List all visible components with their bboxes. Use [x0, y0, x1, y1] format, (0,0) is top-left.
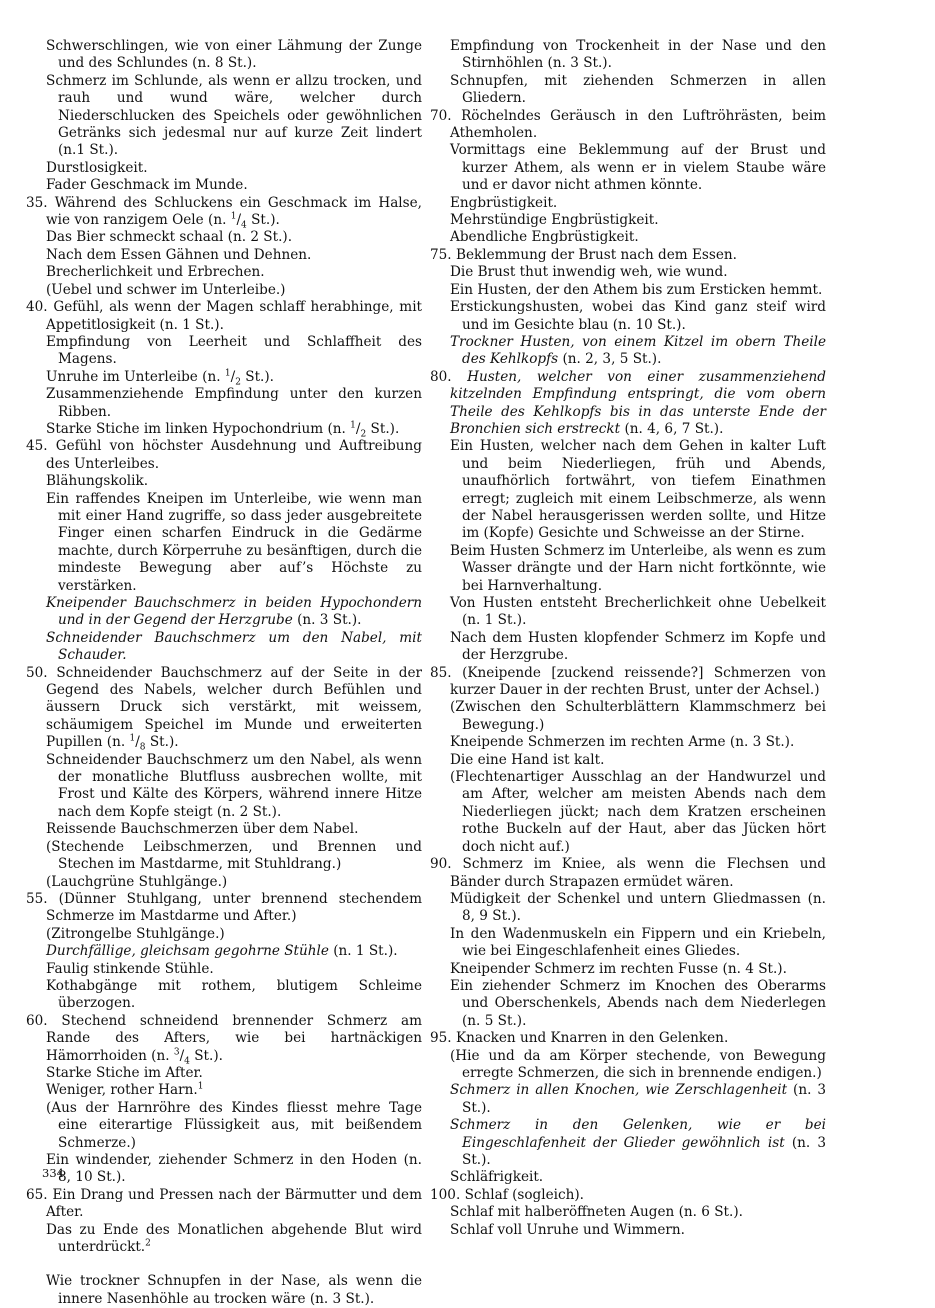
symptom-entry [446, 734, 826, 751]
symptom-entry [446, 595, 826, 630]
symptom-entry [446, 630, 826, 665]
entry-text: In den Wadenmuskeln ein Fippern und ein Kriebeln, wie bei Eingeschlafenheit eines Gliedes. [450, 925, 826, 960]
entry-text: (Zitrongelbe Stuhlgänge.) [46, 925, 225, 942]
symptom-entry [26, 438, 422, 473]
entry-text: Ein Drang und Pressen nach der Bärmutter und dem After. [46, 1186, 422, 1221]
entry-text: Empfindung von Leerheit und Schlaffheit des Magens. [46, 333, 422, 368]
symptom-entry [42, 1100, 422, 1152]
entry-text: Schneidender Bauchschmerz um den Nabel, mit Schauder. [46, 629, 422, 664]
entry-text: Schwerschlingen, wie von einer Lähmung der Zunge und des Schlundes (n. 8 St.). [46, 38, 422, 72]
symptom-entry [446, 438, 826, 542]
entry-text: Schmerz im Schlunde, als wenn er allzu trocken, und rauh und wund wäre, welcher durch Niederschlucken des Speichels oder gewöhnlichen Getränks sich jedesmal nur auf kurze Zeit lindert (n.1 St.). [46, 72, 422, 159]
entry-text: Abendliche Engbrüstigkeit. [450, 229, 639, 246]
symptom-entry [42, 926, 422, 943]
entry-text: Ein Husten, der den Athem bis zum Ersticken hemmt. [450, 281, 823, 298]
symptom-entry [42, 595, 422, 630]
symptom-entry [446, 891, 826, 926]
symptom-entry [26, 665, 422, 752]
symptom-entry [42, 752, 422, 822]
entry-text: St.). [240, 368, 274, 385]
entry-text: Starke Stiche im linken Hypochondrium (n. [46, 420, 351, 437]
symptom-entry [42, 1273, 422, 1308]
entry-text: Schmerz in den Gelenken, wie er bei Eingeschlafenheit der Glieder gewöhnlich ist [450, 1117, 826, 1151]
symptom-entry [446, 1222, 826, 1239]
symptom-entry [430, 247, 826, 264]
entry-text: Kneipender Schmerz im rechten Fusse (n. 4 St.). [450, 960, 787, 977]
entry-text: Gefühl von höchster Ausdehnung und Auftreibung des Unterleibes. [46, 438, 422, 472]
entry-number: 45. [26, 438, 56, 455]
entry-text: Brecherlichkeit und Erbrechen. [46, 264, 265, 281]
entry-text: Schlaf mit halberöffneten Augen (n. 6 St.). [450, 1204, 743, 1221]
entry-text: 1 [224, 368, 231, 379]
symptom-entry [26, 1187, 422, 1222]
entry-text: Schmerz in allen Knochen, wie Zerschlagenheit [450, 1082, 788, 1099]
symptom-entry [446, 1117, 826, 1169]
entry-number: 60. [26, 1012, 62, 1029]
entry-text: St.). [246, 212, 280, 229]
symptom-entry [42, 282, 422, 299]
symptom-entry [42, 38, 422, 73]
entry-number: 90. [430, 856, 463, 873]
entry-number: 95. [430, 1030, 456, 1047]
symptom-entry [42, 386, 422, 421]
entry-text: Faulig stinkende Stühle. [46, 960, 214, 977]
symptom-entry [446, 699, 826, 734]
symptom-entry [42, 978, 422, 1013]
symptom-entry [430, 665, 826, 700]
entry-text: Vormittags eine Beklemmung auf der Brust und kurzer Athem, als wenn er in vielem Staube wäre und er davor nicht athmen könnte. [450, 142, 826, 194]
entry-text: 8 [139, 742, 146, 753]
entry-text: / [135, 734, 140, 751]
symptom-entry [26, 1013, 422, 1065]
entry-text: Die eine Hand ist kalt. [450, 751, 605, 768]
entry-text: (Lauchgrüne Stuhlgänge.) [46, 873, 228, 890]
entry-number: 75. [430, 246, 456, 263]
entry-text: Unruhe im Unterleibe (n. [46, 368, 225, 385]
entry-number: 70. [430, 107, 462, 124]
symptom-entry [42, 160, 422, 177]
entry-text: (Zwischen den Schulterblättern Klammschmerz bei Bewegung.) [450, 699, 826, 733]
symptom-entry [446, 926, 826, 961]
symptom-entry [446, 752, 826, 769]
entry-text: Ein windender, ziehender Schmerz in den Hoden (n. 8, 10 St.). [46, 1152, 422, 1186]
entry-text: Schlaf (sogleich). [464, 1186, 584, 1203]
symptom-entry [42, 1065, 422, 1082]
entry-text: (Uebel und schwer im Unterleibe.) [46, 281, 286, 298]
symptom-entry [446, 142, 826, 194]
entry-text: Schnupfen, mit ziehenden Schmerzen in allen Gliedern. [450, 72, 826, 107]
symptom-entry [446, 1169, 826, 1186]
entry-text: St.). [145, 734, 179, 751]
entry-number: 80. [430, 368, 468, 385]
symptom-entry [26, 299, 422, 334]
entry-text: Schmerz im Kniee, als wenn die Flechsen und Bänder durch Strapazen ermüdet wären. [450, 856, 826, 890]
symptom-entry [446, 978, 826, 1030]
entry-text: Empfindung von Trockenheit in der Nase und den Stirnhöhlen (n. 3 St.). [450, 38, 826, 72]
entry-text: Die Brust thut inwendig weh, wie wund. [450, 264, 728, 281]
entry-text: 1 [129, 733, 136, 744]
entry-text: Schneidender Bauchschmerz auf der Seite in der Gegend des Nabels, welcher durch Befühlen und äussern Druck sich verstärkt, mit weissem, schäumigem Speichel im Munde und erweiterten Pupillen (n. [46, 664, 422, 751]
entry-text: (Hie und da am Körper stechende, von Bewegung erregte Schmerzen, die sich in brennende endigen.) [450, 1047, 826, 1081]
entry-text: 4 [184, 1056, 190, 1067]
entry-text: / [230, 368, 236, 385]
entry-text: (n. 4, 6, 7 St.). [620, 420, 724, 437]
symptom-entry [42, 1222, 422, 1257]
symptom-entry [42, 421, 422, 438]
entry-text: Kneipender Bauchschmerz in beiden Hypochondern und in der Gegend der Herzgrube [46, 595, 422, 629]
symptom-entry [42, 473, 422, 490]
entry-text: 1 [230, 211, 237, 222]
symptom-entry [446, 1204, 826, 1221]
paragraph-gap [42, 1256, 422, 1273]
symptom-entry [446, 264, 826, 281]
entry-text: Kneipende Schmerzen im rechten Arme (n. 3 St.). [450, 734, 795, 751]
symptom-entry [446, 195, 826, 212]
entry-text: Kothabgänge mit rothem, blutigem Schleime überzogen. [46, 977, 422, 1012]
right-column [430, 38, 827, 1239]
entry-text: Beim Husten Schmerz im Unterleibe, als wenn es zum Wasser drängte und der Harn nicht fortkönnte, wie bei Harnverhaltung. [450, 542, 826, 594]
symptom-entry [446, 961, 826, 978]
page-number: 334 [42, 1166, 64, 1180]
entry-text: (Aus der Harnröhre des Kindes fliesst mehre Tage eine eiterartige Flüssigkeit aus, mit beißendem Schmerze.) [46, 1099, 422, 1151]
entry-text: Schläfrigkeit. [450, 1169, 544, 1186]
entry-text: 1 [350, 420, 356, 431]
entry-text: Ein ziehender Schmerz im Knochen des Oberarms und Oberschenkels, Abends nach dem Niederlegen (n. 5 St.). [450, 977, 826, 1029]
entry-text: Nach dem Essen Gähnen und Dehnen. [46, 246, 312, 263]
symptom-entry [430, 369, 826, 439]
symptom-entry [446, 1082, 826, 1117]
entry-text: St.). [366, 420, 400, 437]
symptom-entry [446, 38, 826, 73]
entry-text: (n. 3 St.). [462, 1134, 826, 1168]
entry-number: 65. [26, 1186, 53, 1203]
entry-text: Nach dem Husten klopfender Schmerz im Kopfe und der Herzgrube. [450, 629, 826, 664]
left-column [26, 38, 422, 1308]
symptom-entry [446, 229, 826, 246]
entry-text: / [236, 212, 242, 229]
entry-text: Ein raffendes Kneipen im Unterleibe, wie wenn man mit einer Hand zugriffe, so dass jeder ausgebreitete Finger einen scharfen Eindruck in die Gedärme machte, durch Körperruhe zu besänftigen, durch die mindeste Bewegung aber auf’s Höchste zu verstärken. [46, 490, 422, 594]
entry-text: (n. 2, 3, 5 St.). [558, 351, 662, 368]
entry-text: St.). [189, 1047, 223, 1064]
symptom-entry [446, 212, 826, 229]
entry-text: Fader Geschmack im Munde. [46, 177, 248, 194]
entry-text: Von Husten entsteht Brecherlichkeit ohne Uebelkeit (n. 1 St.). [450, 595, 826, 629]
entry-text: Reissende Bauchschmerzen über dem Nabel. [46, 821, 359, 838]
symptom-entry [42, 961, 422, 978]
entry-text: (Stechende Leibschmerzen, und Brennen und Stechen im Mastdarme, mit Stuhldrang.) [46, 838, 422, 873]
entry-text: Durstlosigkeit. [46, 159, 148, 176]
entry-text: (Kneipende [zuckend reissende?] Schmerzen von kurzer Dauer in der rechten Brust, unter der Achsel.) [450, 664, 826, 699]
entry-text: Blähungskolik. [46, 473, 149, 490]
entry-text: Das Bier schmeckt schaal (n. 2 St.). [46, 229, 293, 246]
symptom-entry [26, 195, 422, 230]
entry-text: Müdigkeit der Schenkel und untern Gliedmassen (n. 8, 9 St.). [450, 890, 826, 925]
entry-number: 55. [26, 890, 59, 907]
entry-text: Wie trockner Schnupfen in der Nase, als wenn die innere Nasenhöhle au trocken wäre (n. 3 St.). [46, 1273, 422, 1307]
entry-text: Das zu Ende des Monatlichen abgehende Blut wird unterdrückt. [46, 1221, 422, 1256]
entry-text: Weniger, rother Harn. [46, 1082, 198, 1099]
entry-text: Schneidender Bauchschmerz um den Nabel, als wenn der monatliche Blutfluss ausbrechen wollte, mit Frost und Kälte des Körpers, während innere Hitze nach dem Kopfe steigt (n. 2 St.). [46, 751, 422, 820]
symptom-entry [446, 543, 826, 595]
symptom-entry [42, 943, 422, 960]
entry-text: (Flechtenartiger Ausschlag an der Handwurzel und am After, welcher am meisten Abends nach dem Niederliegen jückt; nach dem Kratzen erscheinen rothe Buckeln auf der Haut, aber das Jücken hört doch nicht auf.) [450, 769, 826, 855]
symptom-entry [430, 856, 826, 891]
entry-text: Trockner Husten, von einem Kitzel im obern Theile des Kehlkopfs [450, 333, 826, 368]
symptom-entry [446, 334, 826, 369]
symptom-entry [446, 282, 826, 299]
symptom-entry [26, 891, 422, 926]
symptom-entry [42, 874, 422, 891]
symptom-entry [42, 1082, 422, 1099]
entry-text: Schlaf voll Unruhe und Wimmern. [450, 1221, 685, 1238]
entry-text: Während des Schluckens ein Geschmack im Halse, wie von ranzigem Oele (n. [46, 194, 422, 229]
symptom-entry [42, 839, 422, 874]
symptom-entry [42, 821, 422, 838]
entry-text: Röchelndes Geräusch in den Luftröhrästen, beim Athemholen. [450, 107, 826, 142]
entry-text: Husten, welcher von einer zusammenziehend kitzelnden Empfindung entspringt, die vom obern Theile des Kehlkopfs bis in das unterste Ende der Bronchien sich erstreckt [450, 368, 826, 437]
entry-text: 2 [360, 429, 367, 440]
symptom-entry [42, 334, 422, 369]
entry-text: 2 [235, 377, 241, 388]
entry-text: / [179, 1047, 185, 1064]
entry-text: Zusammenziehende Empfindung unter den kurzen Ribben. [46, 386, 422, 420]
symptom-entry [42, 491, 422, 595]
entry-text: (n. 3 St.). [292, 612, 362, 629]
symptom-entry [446, 299, 826, 334]
symptom-entry [42, 177, 422, 194]
entry-text: Stechend schneidend brennender Schmerz am Rande des Afters, wie bei hartnäckigen Hämorrhoiden (n. [46, 1012, 422, 1064]
symptom-entry [446, 1048, 826, 1083]
symptom-entry [42, 229, 422, 246]
entry-text: (n. 3 St.). [462, 1082, 827, 1116]
entry-text: Engbrüstigkeit. [450, 194, 558, 211]
symptom-entry [446, 769, 826, 856]
entry-text: Starke Stiche im After. [46, 1064, 203, 1081]
entry-text: 2 [145, 1238, 151, 1249]
entry-text: Gefühl, als wenn der Magen schlaff herabhinge, mit Appetitlosigkeit (n. 1 St.). [46, 299, 422, 333]
entry-text: Knacken und Knarren in den Gelenken. [455, 1030, 729, 1047]
entry-text: Ein Husten, welcher nach dem Gehen in kalter Luft und beim Niederliegen, früh und Abends, unaufhörlich fortwährt, von tiefem Einathmen erregt; zugleich mit einem Leibschmerze, als wenn der Nabel herausgerissen werden sollte, und Hitze im (Kopfe) Gesichte und Schweisse an der Stirne. [450, 438, 826, 542]
entry-number: 85. [430, 664, 463, 681]
symptom-entry [430, 1030, 826, 1047]
entry-text: 3 [173, 1047, 180, 1058]
entry-number: 100. [430, 1186, 465, 1203]
symptom-entry [42, 369, 422, 386]
symptom-entry [42, 1152, 422, 1187]
entry-text: Durchfällige, gleichsam gegohrne Stühle [46, 943, 329, 960]
symptom-entry [430, 1187, 826, 1204]
entry-text: 4 [241, 220, 247, 231]
entry-text: Erstickungshusten, wobei das Kind ganz steif wird und im Gesichte blau (n. 10 St.). [450, 299, 826, 333]
entry-number: 40. [26, 299, 54, 316]
entry-number: 50. [26, 664, 57, 681]
entry-text: Mehrstündige Engbrüstigkeit. [450, 212, 659, 229]
entry-text: / [355, 420, 361, 437]
symptom-entry [446, 73, 826, 108]
symptom-entry [42, 247, 422, 264]
symptom-entry [42, 630, 422, 665]
entry-text: Beklemmung der Brust nach dem Essen. [455, 246, 738, 263]
symptom-entry [42, 264, 422, 281]
symptom-entry [430, 108, 826, 143]
entry-text: (n. 1 St.). [328, 943, 398, 960]
symptom-entry [42, 73, 422, 160]
entry-number: 35. [26, 194, 55, 211]
entry-text: 1 [197, 1081, 204, 1092]
entry-text: (Dünner Stuhlgang, unter brennend stechendem Schmerze im Mastdarme und After.) [46, 890, 422, 925]
